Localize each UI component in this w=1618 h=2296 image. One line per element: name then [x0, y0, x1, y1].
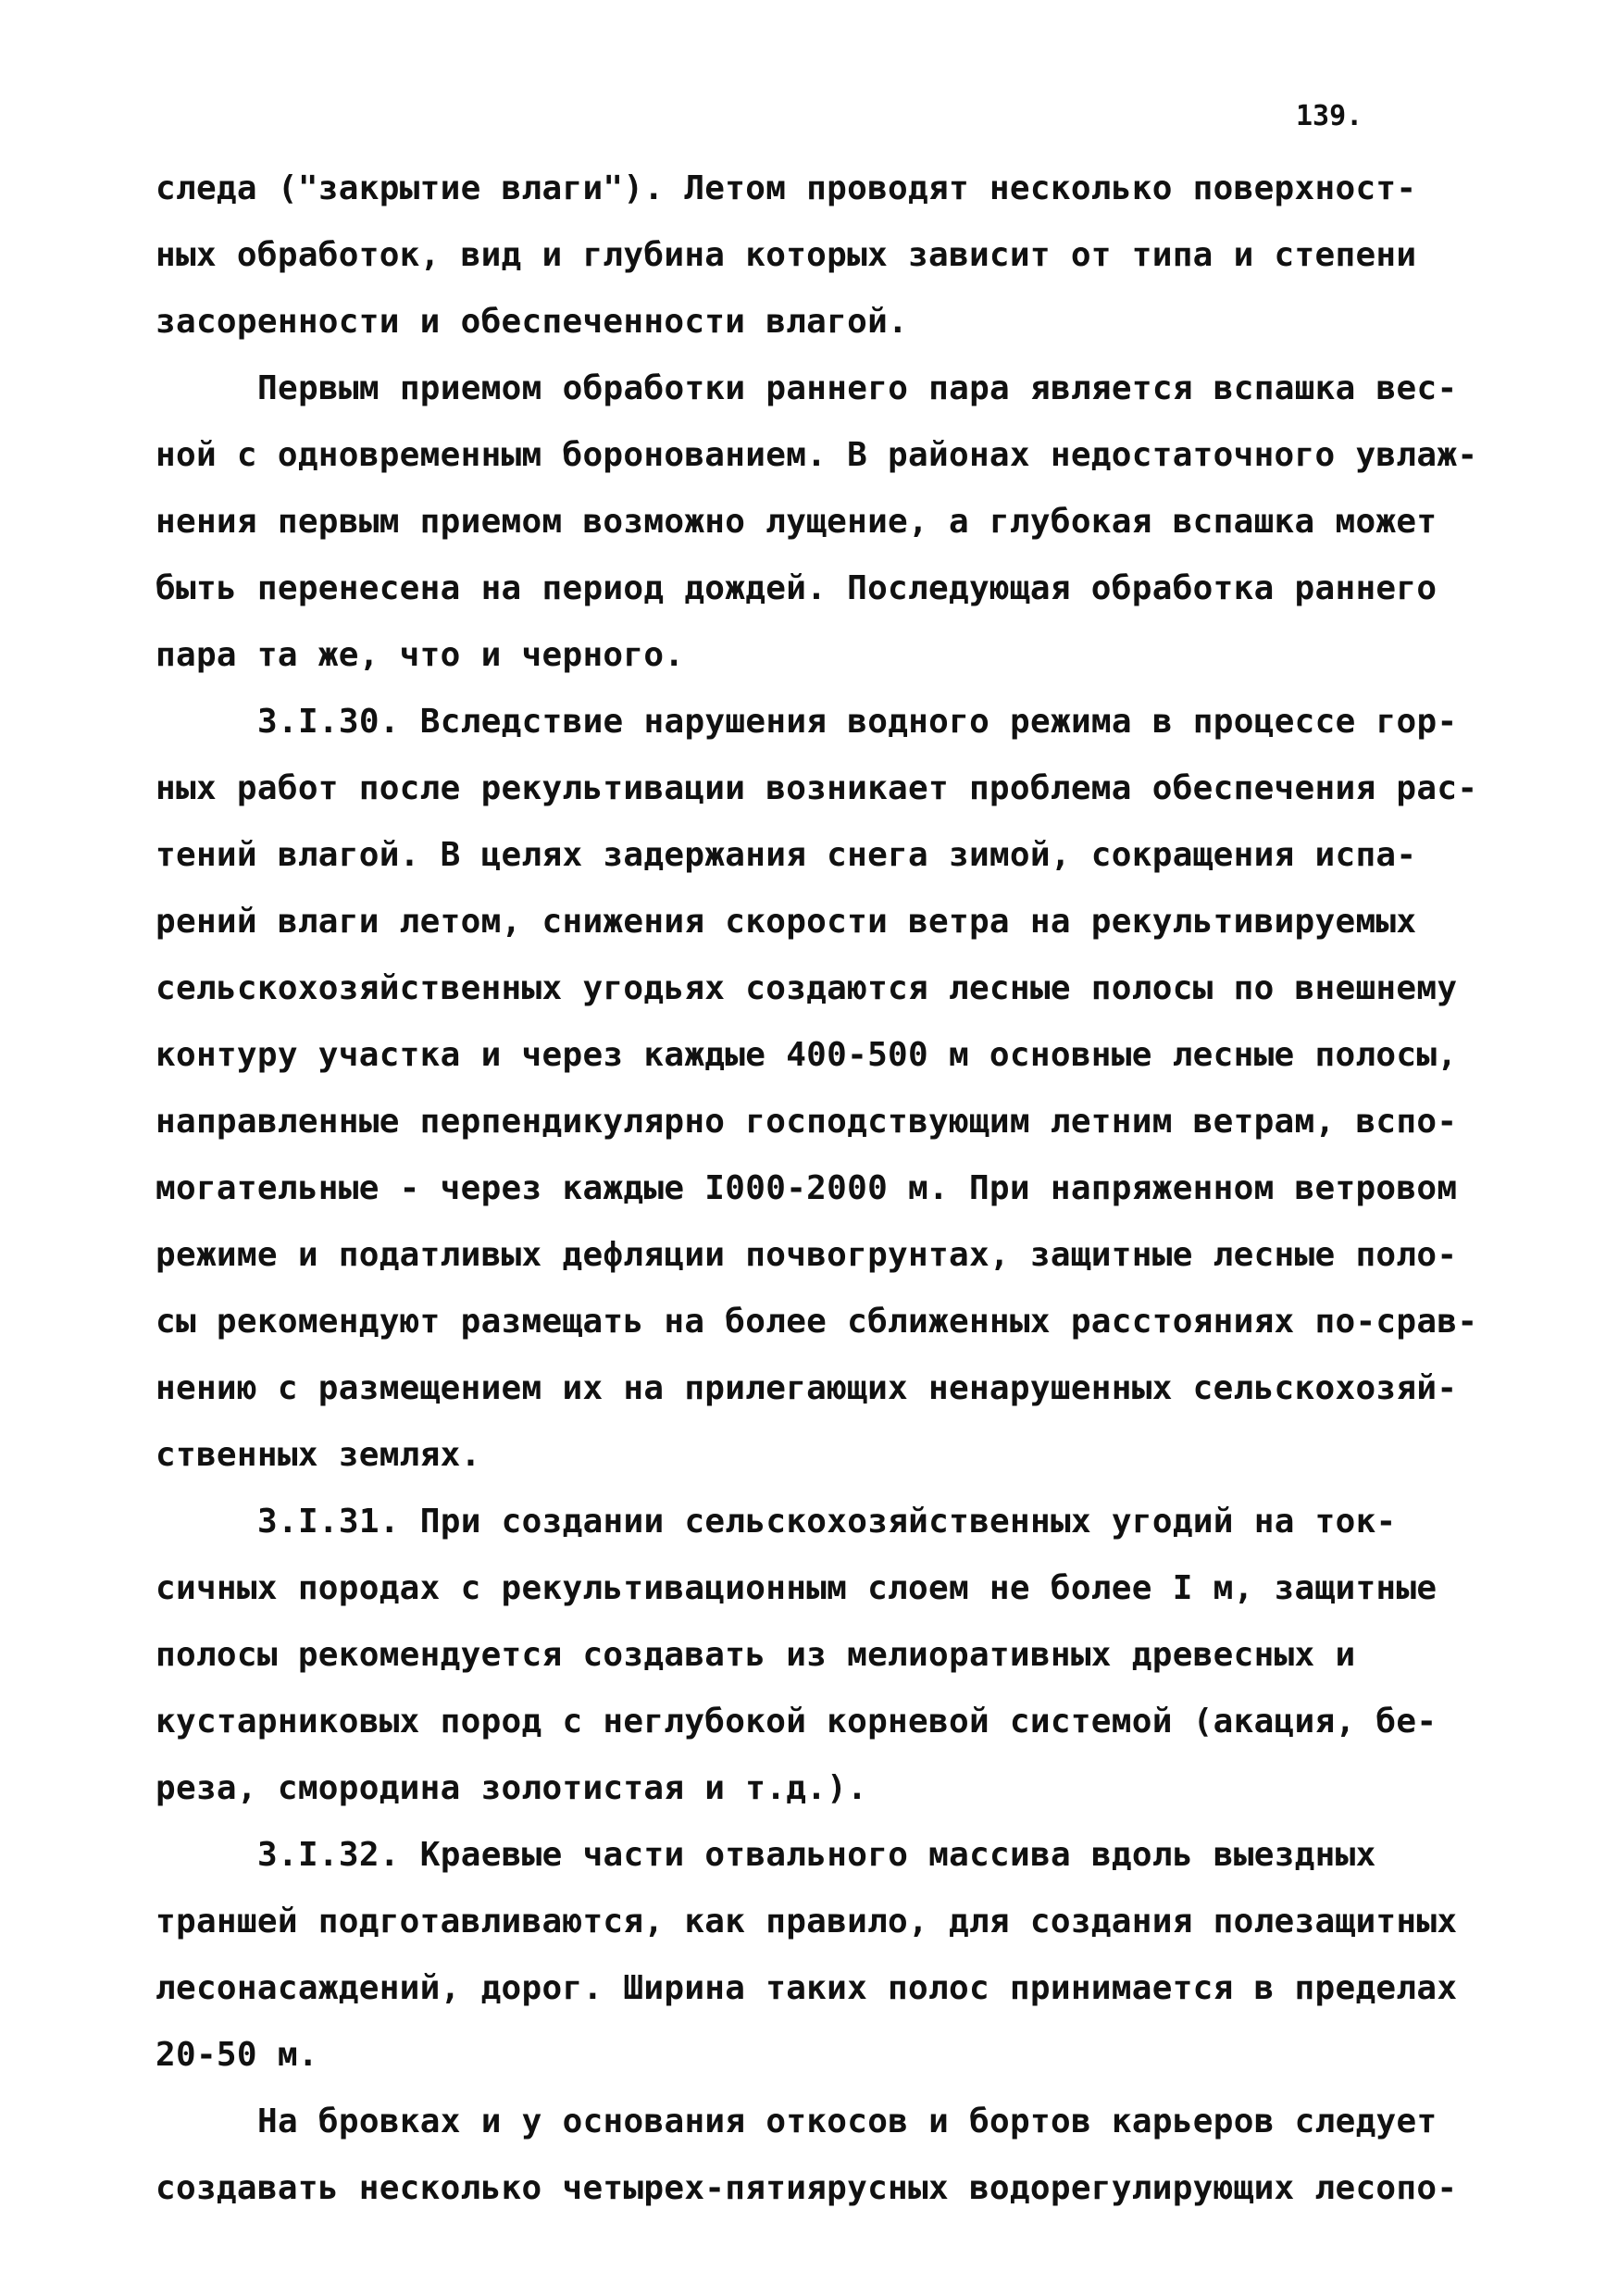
- text-line: кустарниковых пород с неглубокой корневой системой (акация, бе-: [156, 1703, 1438, 1741]
- text-line: рений влаги летом, снижения скорости ветра на рекультивируемых: [156, 903, 1417, 941]
- text-line: ных обработок, вид и глубина которых зависит от типа и степени: [156, 236, 1417, 274]
- paragraph-start-line: 3.I.31. При создании сельскохозяйственных угодий на ток-: [257, 1503, 1397, 1541]
- text-line: следа ("закрытие влаги"). Летом проводят несколько поверхност-: [156, 169, 1417, 207]
- text-line: сичных породах с рекультивационным слоем не более I м, защитные: [156, 1569, 1438, 1607]
- text-line: лесонасаждений, дорог. Ширина таких полос принимается в пределах: [156, 1969, 1458, 2007]
- text-line: траншей подготавливаются, как правило, для создания полезащитных: [156, 1903, 1458, 1940]
- text-line: направленные перпендикулярно господствующим летним ветрам, вспо-: [156, 1103, 1458, 1141]
- text-line: могательные - через каждые I000-2000 м. При напряженном ветровом: [156, 1169, 1458, 1207]
- text-line: тений влагой. В целях задержания снега зимой, сокращения испа-: [156, 836, 1417, 874]
- paragraph-start-line: 3.I.30. Вследствие нарушения водного режима в процессе гор-: [257, 703, 1458, 741]
- text-line: полосы рекомендуется создавать из мелиоративных древесных и: [156, 1636, 1356, 1674]
- text-line: ной с одновременным боронованием. В районах недостаточного увлаж-: [156, 436, 1478, 474]
- text-line: реза, смородина золотистая и т.д.).: [156, 1769, 868, 1807]
- paragraph-start-line: Первым приемом обработки раннего пара является вспашка вес-: [257, 369, 1458, 407]
- text-line: 20-50 м.: [156, 2036, 318, 2074]
- text-line: быть перенесена на период дождей. Последующая обработка раннего: [156, 569, 1438, 607]
- text-line: нению с размещением их на прилегающих ненарушенных сельскохозяй-: [156, 1369, 1458, 1407]
- paragraph-start-line: 3.I.32. Краевые части отвального массива вдоль выездных: [257, 1836, 1376, 1874]
- text-line: нения первым приемом возможно лущение, а глубокая вспашка может: [156, 503, 1438, 541]
- text-line: режиме и податливых дефляции почвогрунтах, защитные лесные поло-: [156, 1236, 1458, 1274]
- text-line: ственных землях.: [156, 1436, 481, 1474]
- text-line: создавать несколько четырех-пятиярусных водорегулирующих лесопо-: [156, 2169, 1458, 2207]
- text-line: сы рекомендуют размещать на более сближенных расстояниях по-срав-: [156, 1303, 1478, 1341]
- page-number: 139.: [1296, 100, 1363, 132]
- body-text: [156, 156, 1478, 2222]
- text-line: сельскохозяйственных угодьях создаются лесные полосы по внешнему: [156, 969, 1458, 1007]
- paragraph-start-line: На бровках и у основания откосов и бортов карьеров следует: [257, 2103, 1438, 2140]
- text-line: засоренности и обеспеченности влагой.: [156, 303, 909, 341]
- text-line: пара та же, что и черного.: [156, 636, 685, 674]
- text-line: контуру участка и через каждые 400-500 м основные лесные полосы,: [156, 1036, 1458, 1074]
- text-line: ных работ после рекультивации возникает проблема обеспечения рас-: [156, 769, 1478, 807]
